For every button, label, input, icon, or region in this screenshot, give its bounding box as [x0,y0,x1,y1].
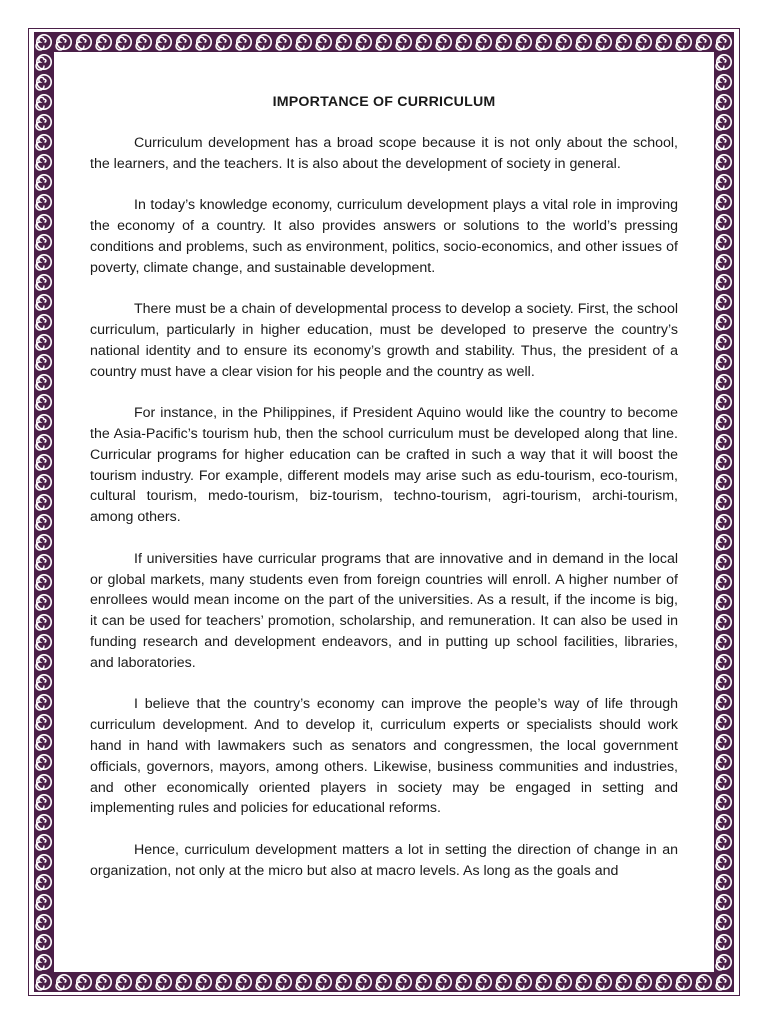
spiral-icon [454,972,474,992]
paragraph: For instance, in the Philippines, if President Aquino would like the country to become the Asia-Pacific’s tourism hub, then the school curriculum must be developed along that line. Curricular programs for higher education can be crafted in such a way that it will boost the tourism industry. For example, different models may arise such as edu-tourism, eco-tourism, cultural tourism, medo-tourism, biz-tourism, techno-tourism, agri-tourism, archi-tourism, among others. [90,405,678,526]
spiral-icon [714,372,734,392]
spiral-icon [714,972,734,992]
spiral-icon [34,352,54,372]
spiral-icon [34,672,54,692]
spiral-icon [34,612,54,632]
spiral-icon [194,972,214,992]
spiral-icon [34,52,54,72]
spiral-icon [194,32,214,52]
spiral-icon [534,32,554,52]
spiral-icon [494,972,514,992]
spiral-icon [454,32,474,52]
spiral-icon [694,32,714,52]
spiral-icon [714,172,734,192]
spiral-icon [34,32,54,52]
spiral-icon [714,792,734,812]
spiral-icon [54,32,74,52]
spiral-icon [654,972,674,992]
spiral-icon [34,792,54,812]
spiral-icon [34,452,54,472]
spiral-icon [414,32,434,52]
spiral-icon [714,472,734,492]
spiral-icon [34,312,54,332]
spiral-icon [34,372,54,392]
document-title: IMPORTANCE OF CURRICULUM [272,94,496,110]
spiral-icon [714,692,734,712]
spiral-icon [714,932,734,952]
spiral-icon [34,192,54,212]
spiral-icon [334,972,354,992]
spiral-icon [714,772,734,792]
spiral-icon [114,972,134,992]
spiral-icon [34,492,54,512]
spiral-icon [34,92,54,112]
spiral-icon [374,972,394,992]
spiral-icon [34,652,54,672]
spiral-icon [714,452,734,472]
spiral-icon [174,972,194,992]
spiral-icon [474,972,494,992]
spiral-icon [314,972,334,992]
spiral-icon [154,972,174,992]
spiral-icon [74,32,94,52]
spiral-icon [714,852,734,872]
spiral-icon [714,612,734,632]
spiral-icon [34,252,54,272]
spiral-icon [714,412,734,432]
spiral-icon [34,392,54,412]
spiral-icon [494,32,514,52]
spiral-icon [434,972,454,992]
spiral-icon [674,32,694,52]
spiral-icon [714,272,734,292]
spiral-icon [714,112,734,132]
spiral-icon [34,152,54,172]
spiral-icon [714,872,734,892]
spiral-icon [34,852,54,872]
spiral-icon [34,132,54,152]
spiral-icon [294,972,314,992]
spiral-icon [654,32,674,52]
spiral-icon [514,972,534,992]
spiral-icon [34,412,54,432]
spiral-icon [34,872,54,892]
spiral-icon [714,212,734,232]
spiral-icon [714,712,734,732]
spiral-icon [34,832,54,852]
spiral-icon [714,192,734,212]
spiral-icon [34,632,54,652]
spiral-icon [214,972,234,992]
spiral-icon [714,892,734,912]
spiral-icon [714,32,734,52]
spiral-icon [34,232,54,252]
spiral-icon [714,552,734,572]
spiral-icon [554,32,574,52]
spiral-icon [334,32,354,52]
spiral-icon [514,32,534,52]
spiral-icon [154,32,174,52]
spiral-icon [34,432,54,452]
spiral-icon [354,972,374,992]
spiral-icon [294,32,314,52]
paragraph: I believe that the country’s economy can improve the people’s way of life through curriculum development. And to develop it, curriculum experts or specialists should work hand in hand with lawmakers such as senators and congressmen, the local government officials, governors, mayors, among others. Likewise, business communities and industries, and other economically oriented players in society may be engaged in setting and implementing rules and policies for educational reforms. [90,696,678,817]
spiral-icon [34,212,54,232]
spiral-icon [34,472,54,492]
paragraph: Hence, curriculum development matters a lot in setting the direction of change in an organization, not only at the micro but also at macro levels. As long as the goals and [90,841,678,879]
spiral-icon [714,332,734,352]
spiral-icon [714,392,734,412]
spiral-icon [714,492,734,512]
spiral-icon [574,972,594,992]
spiral-icon [434,32,454,52]
spiral-icon [34,952,54,972]
spiral-icon [54,972,74,992]
spiral-icon [34,812,54,832]
paragraph: If universities have curricular programs that are innovative and in demand in the local or global markets, many students even from foreign countries will enroll. A higher number of enrollees would mean income on the part of the universities. As a result, if the income is big, it can be used for teachers’ promotion, scholarship, and remuneration. It can also be used in funding research and development endeavors, and in putting up school facilities, libraries, and laboratories. [90,550,678,671]
spiral-icon [714,432,734,452]
spiral-icon [714,292,734,312]
spiral-icon [34,112,54,132]
spiral-icon [714,72,734,92]
spiral-icon [94,32,114,52]
spiral-icon [714,352,734,372]
spiral-icon [714,952,734,972]
spiral-icon [714,832,734,852]
spiral-icon [714,752,734,772]
spiral-icon [714,252,734,272]
spiral-icon [134,32,154,52]
spiral-icon [34,172,54,192]
spiral-icon [714,912,734,932]
spiral-icon [234,972,254,992]
spiral-icon [574,32,594,52]
spiral-icon [614,32,634,52]
spiral-icon [274,972,294,992]
spiral-icon [114,32,134,52]
spiral-icon [394,972,414,992]
spiral-icon [634,32,654,52]
spiral-icon [354,32,374,52]
paragraph: There must be a chain of developmental process to develop a society. First, the school curriculum, particularly in higher education, must be developed to preserve the country’s national identity and to ensure its economy’s growth and stability. Thus, the president of a country must have a clear vision for his people and the country as well. [90,301,678,380]
spiral-icon [714,92,734,112]
spiral-icon [34,592,54,612]
spiral-icon [254,972,274,992]
document-body [90,92,678,902]
spiral-icon [714,592,734,612]
spiral-icon [414,972,434,992]
spiral-icon [34,972,54,992]
spiral-icon [174,32,194,52]
spiral-icon [94,972,114,992]
spiral-icon [134,972,154,992]
spiral-icon [714,132,734,152]
spiral-icon [714,532,734,552]
spiral-icon [34,552,54,572]
spiral-icon [34,532,54,552]
spiral-icon [34,732,54,752]
spiral-icon [594,32,614,52]
spiral-icon [374,32,394,52]
spiral-icon [714,652,734,672]
spiral-icon [594,972,614,992]
spiral-icon [694,972,714,992]
spiral-icon [474,32,494,52]
spiral-icon [674,972,694,992]
spiral-icon [254,32,274,52]
spiral-icon [714,512,734,532]
spiral-icon [714,632,734,652]
spiral-icon [34,932,54,952]
spiral-icon [714,152,734,172]
spiral-icon [534,972,554,992]
spiral-icon [614,972,634,992]
spiral-icon [394,32,414,52]
spiral-icon [714,812,734,832]
spiral-icon [554,972,574,992]
spiral-icon [34,512,54,532]
spiral-icon [34,892,54,912]
spiral-icon [34,332,54,352]
spiral-icon [714,52,734,72]
paragraph: Curriculum development has a broad scope because it is not only about the school, the learners, and the teachers. It is also about the development of society in general. [90,134,678,172]
spiral-icon [34,272,54,292]
spiral-icon [214,32,234,52]
spiral-icon [714,732,734,752]
spiral-icon [714,572,734,592]
spiral-icon [34,752,54,772]
spiral-icon [34,572,54,592]
spiral-icon [634,972,654,992]
spiral-icon [34,712,54,732]
spiral-icon [34,692,54,712]
spiral-icon [714,312,734,332]
paragraph: In today’s knowledge economy, curriculum development plays a vital role in improving the economy of a country. It also provides answers or solutions to the world’s pressing conditions and problems, such as environment, politics, socio-economics, and other issues of poverty, climate change, and sustainable development. [90,197,678,276]
spiral-icon [74,972,94,992]
spiral-icon [34,912,54,932]
spiral-icon [714,232,734,252]
spiral-icon [34,772,54,792]
spiral-icon [714,672,734,692]
spiral-icon [234,32,254,52]
spiral-icon [314,32,334,52]
spiral-icon [34,72,54,92]
spiral-icon [34,292,54,312]
spiral-icon [274,32,294,52]
